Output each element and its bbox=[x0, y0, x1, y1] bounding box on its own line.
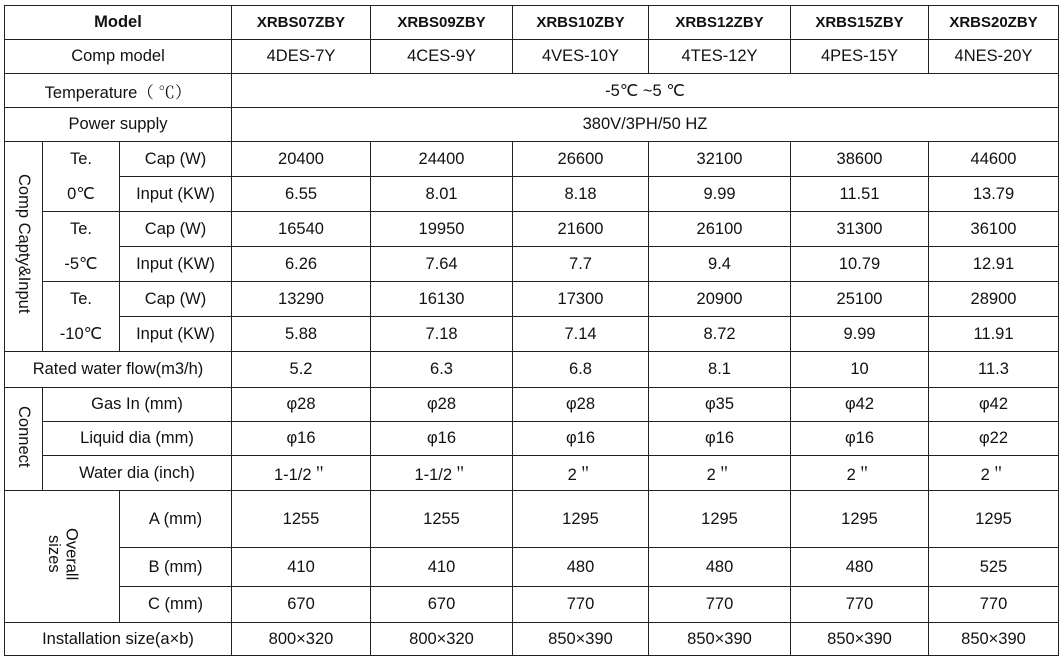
size-c-value: 770 bbox=[513, 587, 649, 623]
liquid-dia-value: φ22 bbox=[929, 422, 1059, 456]
overall-label-line1: Overall bbox=[62, 527, 81, 581]
water-flow-row bbox=[5, 352, 1059, 388]
input-value: 7.18 bbox=[371, 317, 513, 352]
te-label: Te. bbox=[43, 282, 120, 317]
size-c-row bbox=[5, 587, 1059, 623]
water-flow-value: 6.8 bbox=[513, 352, 649, 388]
size-b-value: 480 bbox=[649, 548, 791, 587]
gas-in-value: φ28 bbox=[513, 388, 649, 422]
comp-model-row bbox=[5, 40, 1059, 74]
water-flow-value: 5.2 bbox=[232, 352, 371, 388]
input-value: 9.4 bbox=[649, 247, 791, 282]
overall-label-line2: sizes bbox=[45, 535, 63, 573]
size-a-value: 1295 bbox=[791, 491, 929, 548]
overall-sizes-label bbox=[5, 491, 120, 623]
size-a-value: 1255 bbox=[371, 491, 513, 548]
cap-value: 21600 bbox=[513, 212, 649, 247]
input-value: 9.99 bbox=[791, 317, 929, 352]
size-c-label: C (mm) bbox=[120, 587, 232, 623]
cap-value: 20900 bbox=[649, 282, 791, 317]
installation-value: 850×390 bbox=[513, 623, 649, 656]
liquid-dia-value: φ16 bbox=[513, 422, 649, 456]
power-supply-label: Power supply bbox=[5, 108, 232, 142]
size-a-row bbox=[5, 491, 1059, 548]
comp-model-value: 4DES-7Y bbox=[232, 40, 371, 74]
size-b-value: 410 bbox=[371, 548, 513, 587]
liquid-dia-value: φ16 bbox=[232, 422, 371, 456]
connect-group-label: Connect bbox=[5, 388, 43, 491]
temperature-row bbox=[5, 74, 1059, 108]
cap-label: Cap (W) bbox=[120, 142, 232, 177]
cap-value: 28900 bbox=[929, 282, 1059, 317]
cap-label: Cap (W) bbox=[120, 212, 232, 247]
comp-model-label: Comp model bbox=[5, 40, 232, 74]
cap-value: 25100 bbox=[791, 282, 929, 317]
input-value: 8.01 bbox=[371, 177, 513, 212]
size-b-value: 525 bbox=[929, 548, 1059, 587]
cap-value: 36100 bbox=[929, 212, 1059, 247]
installation-value: 800×320 bbox=[232, 623, 371, 656]
size-a-value: 1295 bbox=[649, 491, 791, 548]
water-dia-value: 1-1/2＂ bbox=[371, 456, 513, 491]
gas-in-value: φ35 bbox=[649, 388, 791, 422]
input-value: 8.72 bbox=[649, 317, 791, 352]
cap-value: 31300 bbox=[791, 212, 929, 247]
power-supply-row bbox=[5, 108, 1059, 142]
input-value: 9.99 bbox=[649, 177, 791, 212]
cap-value: 26100 bbox=[649, 212, 791, 247]
temperature-label: Temperature（ ℃） bbox=[5, 74, 232, 108]
water-dia-value: 2＂ bbox=[929, 456, 1059, 491]
input-value: 6.55 bbox=[232, 177, 371, 212]
gas-in-value: φ28 bbox=[232, 388, 371, 422]
capacity-row bbox=[5, 142, 1059, 177]
size-b-value: 410 bbox=[232, 548, 371, 587]
size-b-row bbox=[5, 548, 1059, 587]
cap-value: 13290 bbox=[232, 282, 371, 317]
cap-value: 32100 bbox=[649, 142, 791, 177]
comp-capacity-group-label: Comp Capty&Input bbox=[5, 142, 43, 352]
input-value: 11.91 bbox=[929, 317, 1059, 352]
model-name: XRBS07ZBY bbox=[232, 6, 371, 40]
spec-table bbox=[4, 5, 1059, 656]
water-dia-value: 2＂ bbox=[649, 456, 791, 491]
comp-model-value: 4TES-12Y bbox=[649, 40, 791, 74]
cap-value: 24400 bbox=[371, 142, 513, 177]
input-row bbox=[5, 247, 1059, 282]
water-flow-value: 6.3 bbox=[371, 352, 513, 388]
cap-value: 38600 bbox=[791, 142, 929, 177]
input-row bbox=[5, 177, 1059, 212]
size-c-value: 770 bbox=[791, 587, 929, 623]
water-flow-value: 11.3 bbox=[929, 352, 1059, 388]
input-label: Input (KW) bbox=[120, 317, 232, 352]
installation-value: 850×390 bbox=[929, 623, 1059, 656]
water-flow-value: 8.1 bbox=[649, 352, 791, 388]
te-value: -10℃ bbox=[43, 317, 120, 352]
water-flow-label: Rated water flow(m3/h) bbox=[5, 352, 232, 388]
input-label: Input (KW) bbox=[120, 247, 232, 282]
installation-row bbox=[5, 623, 1059, 656]
size-b-value: 480 bbox=[513, 548, 649, 587]
liquid-dia-value: φ16 bbox=[649, 422, 791, 456]
liquid-dia-label: Liquid dia (mm) bbox=[43, 422, 232, 456]
size-c-value: 770 bbox=[649, 587, 791, 623]
water-dia-value: 1-1/2＂ bbox=[232, 456, 371, 491]
comp-model-value: 4VES-10Y bbox=[513, 40, 649, 74]
comp-model-value: 4PES-15Y bbox=[791, 40, 929, 74]
cap-value: 20400 bbox=[232, 142, 371, 177]
liquid-dia-value: φ16 bbox=[791, 422, 929, 456]
te-label: Te. bbox=[43, 212, 120, 247]
input-value: 13.79 bbox=[929, 177, 1059, 212]
gas-in-row bbox=[5, 388, 1059, 422]
te-label: Te. bbox=[43, 142, 120, 177]
input-value: 8.18 bbox=[513, 177, 649, 212]
input-value: 7.64 bbox=[371, 247, 513, 282]
model-label: Model bbox=[5, 6, 232, 40]
water-dia-row bbox=[5, 456, 1059, 491]
input-label: Input (KW) bbox=[120, 177, 232, 212]
input-value: 6.26 bbox=[232, 247, 371, 282]
cap-value: 26600 bbox=[513, 142, 649, 177]
gas-in-label: Gas In (mm) bbox=[43, 388, 232, 422]
capacity-row bbox=[5, 282, 1059, 317]
input-value: 7.14 bbox=[513, 317, 649, 352]
cap-value: 17300 bbox=[513, 282, 649, 317]
cap-label: Cap (W) bbox=[120, 282, 232, 317]
installation-value: 850×390 bbox=[649, 623, 791, 656]
size-a-value: 1255 bbox=[232, 491, 371, 548]
input-value: 7.7 bbox=[513, 247, 649, 282]
liquid-dia-value: φ16 bbox=[371, 422, 513, 456]
water-flow-value: 10 bbox=[791, 352, 929, 388]
model-name: XRBS20ZBY bbox=[929, 6, 1059, 40]
size-b-label: B (mm) bbox=[120, 548, 232, 587]
cap-value: 19950 bbox=[371, 212, 513, 247]
liquid-dia-row bbox=[5, 422, 1059, 456]
size-c-value: 770 bbox=[929, 587, 1059, 623]
gas-in-value: φ42 bbox=[929, 388, 1059, 422]
model-name: XRBS15ZBY bbox=[791, 6, 929, 40]
water-dia-value: 2＂ bbox=[791, 456, 929, 491]
size-a-label: A (mm) bbox=[120, 491, 232, 548]
installation-value: 850×390 bbox=[791, 623, 929, 656]
size-a-value: 1295 bbox=[929, 491, 1059, 548]
size-c-value: 670 bbox=[232, 587, 371, 623]
size-a-value: 1295 bbox=[513, 491, 649, 548]
water-dia-label: Water dia (inch) bbox=[43, 456, 232, 491]
input-value: 11.51 bbox=[791, 177, 929, 212]
installation-value: 800×320 bbox=[371, 623, 513, 656]
te-value: 0℃ bbox=[43, 177, 120, 212]
size-b-value: 480 bbox=[791, 548, 929, 587]
size-c-value: 670 bbox=[371, 587, 513, 623]
input-value: 5.88 bbox=[232, 317, 371, 352]
model-name: XRBS12ZBY bbox=[649, 6, 791, 40]
model-row bbox=[5, 6, 1059, 40]
temperature-value: -5℃ ~5 ℃ bbox=[232, 74, 1059, 108]
power-supply-value: 380V/3PH/50 HZ bbox=[232, 108, 1059, 142]
gas-in-value: φ42 bbox=[791, 388, 929, 422]
cap-value: 16130 bbox=[371, 282, 513, 317]
installation-label: Installation size(a×b) bbox=[5, 623, 232, 656]
cap-value: 16540 bbox=[232, 212, 371, 247]
comp-model-value: 4CES-9Y bbox=[371, 40, 513, 74]
input-row bbox=[5, 317, 1059, 352]
capacity-row bbox=[5, 212, 1059, 247]
cap-value: 44600 bbox=[929, 142, 1059, 177]
water-dia-value: 2＂ bbox=[513, 456, 649, 491]
model-name: XRBS10ZBY bbox=[513, 6, 649, 40]
input-value: 12.91 bbox=[929, 247, 1059, 282]
te-value: -5℃ bbox=[43, 247, 120, 282]
comp-model-value: 4NES-20Y bbox=[929, 40, 1059, 74]
gas-in-value: φ28 bbox=[371, 388, 513, 422]
input-value: 10.79 bbox=[791, 247, 929, 282]
model-name: XRBS09ZBY bbox=[371, 6, 513, 40]
